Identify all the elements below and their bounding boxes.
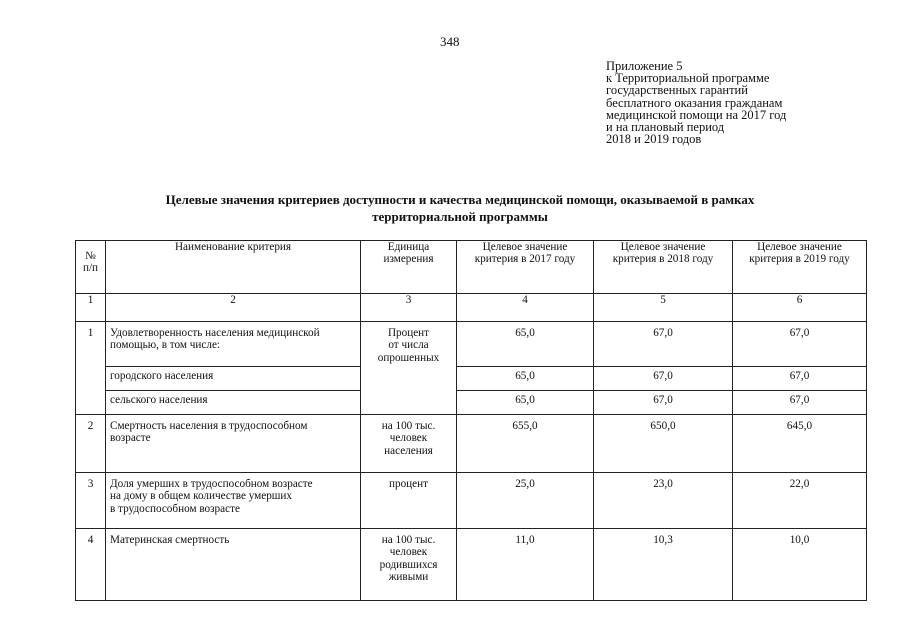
- value-2018: 650,0: [594, 415, 733, 473]
- appendix-line: бесплатного оказания гражданам: [606, 95, 783, 110]
- table-row: [76, 529, 867, 601]
- value-2019: 67,0: [733, 391, 867, 415]
- unit-cell: на 100 тыс. человек родившихся живыми: [361, 529, 457, 601]
- appendix-line: медицинской помощи на 2017 год: [606, 107, 787, 122]
- value-2018: 67,0: [594, 322, 733, 367]
- table-row: [76, 322, 867, 367]
- appendix-line: и на плановый период: [606, 120, 725, 135]
- column-number: 1: [76, 294, 106, 322]
- appendix-line: к Территориальной программе: [606, 71, 770, 86]
- value-2018: 67,0: [594, 391, 733, 415]
- column-number: 3: [361, 294, 457, 322]
- column-number-row: [76, 294, 867, 322]
- appendix-note: [606, 60, 786, 145]
- value-2017: 25,0: [457, 473, 594, 529]
- header-target-2019: Целевое значение критерия в 2019 году: [733, 241, 867, 294]
- header-num: № п/п: [76, 241, 106, 294]
- header-target-2018: Целевое значение критерия в 2018 году: [594, 241, 733, 294]
- value-2019: 645,0: [733, 415, 867, 473]
- value-2017: 65,0: [457, 367, 594, 391]
- title-line: территориальной программы: [372, 209, 548, 224]
- page-number: 348: [440, 34, 460, 49]
- row-number: 1: [76, 322, 106, 415]
- value-2017: 65,0: [457, 391, 594, 415]
- table-row: [76, 391, 867, 415]
- appendix-line: государственных гарантий: [606, 83, 748, 98]
- unit-cell: Процент от числа опрошенных: [361, 322, 457, 415]
- unit-cell: на 100 тыс. человек населения: [361, 415, 457, 473]
- value-2017: 655,0: [457, 415, 594, 473]
- value-2017: 65,0: [457, 322, 594, 367]
- value-2017: 11,0: [457, 529, 594, 601]
- header-criterion-name: Наименование критерия: [106, 241, 361, 294]
- appendix-line: 2018 и 2019 годов: [606, 132, 702, 147]
- criteria-table: [75, 240, 867, 601]
- criterion-name: Материнская смертность: [106, 529, 361, 601]
- criterion-name: Доля умерших в трудоспособном возрасте на дому в общем количестве умерших в трудоспособном возрасте: [106, 473, 361, 529]
- header-unit: Единица измерения: [361, 241, 457, 294]
- header-target-2017: Целевое значение критерия в 2017 году: [457, 241, 594, 294]
- table-row: [76, 415, 867, 473]
- column-number: 5: [594, 294, 733, 322]
- table-header-row: [76, 241, 867, 294]
- column-number: 4: [457, 294, 594, 322]
- title-line: Целевые значения критериев доступности и качества медицинской помощи, оказываемой в рамках: [165, 192, 755, 207]
- value-2019: 22,0: [733, 473, 867, 529]
- unit-cell: процент: [361, 473, 457, 529]
- value-2018: 67,0: [594, 367, 733, 391]
- criterion-name: городского населения: [106, 367, 361, 391]
- row-number: 3: [76, 473, 106, 529]
- appendix-line: Приложение 5: [606, 59, 683, 73]
- value-2019: 10,0: [733, 529, 867, 601]
- value-2018: 10,3: [594, 529, 733, 601]
- column-number: 6: [733, 294, 867, 322]
- table-row: [76, 473, 867, 529]
- value-2018: 23,0: [594, 473, 733, 529]
- criterion-name: сельского населения: [106, 391, 361, 415]
- row-number: 2: [76, 415, 106, 473]
- value-2019: 67,0: [733, 367, 867, 391]
- document-title: [60, 191, 860, 225]
- value-2019: 67,0: [733, 322, 867, 367]
- criterion-name: Удовлетворенность населения медицинской помощью, в том числе:: [106, 322, 361, 367]
- row-number: 4: [76, 529, 106, 601]
- criterion-name: Смертность населения в трудоспособном возрасте: [106, 415, 361, 473]
- table-row: [76, 367, 867, 391]
- column-number: 2: [106, 294, 361, 322]
